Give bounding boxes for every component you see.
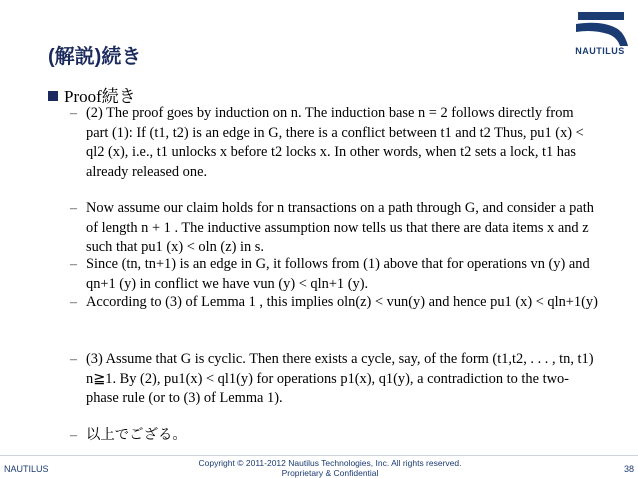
- page-number: 38: [623, 464, 634, 474]
- proof-item-2-induction: [70, 104, 598, 182]
- proof-item-3-cyclic: [70, 350, 598, 409]
- proof-item-text: (2) The proof goes by induction on n. The induction base n = 2 follows directly from part (1): If (t1, t2) is an edge in G, there is a conflict between t1 and t2 Thus, pu1 (x) < ql2 (x), i.e., t1 unlocks x before t2 locks x. In other words, when t2 sets a lock, t1 has already released one.: [86, 105, 584, 180]
- proof-item-text: According to (3) of Lemma 1 , this implies oln(z) < vun(y) and hence pu1 (x) < qln+1(y): [86, 294, 598, 310]
- footer-confidential-text: Proprietary & Confidential: [281, 468, 379, 478]
- proof-item-closing: [70, 426, 598, 446]
- proof-item-assume: [70, 199, 598, 258]
- dash-bullet-icon: –: [70, 428, 77, 443]
- proof-item-text: Now assume our claim holds for n transactions on a path through G, and consider a path of length n + 1 . The inductive assumption now tells us that there are data items x and z such that pu1 (x) < oln (z) in s.: [86, 200, 594, 256]
- square-bullet-icon: [48, 91, 58, 101]
- bullet-proof-text: Proof続き: [64, 87, 136, 106]
- footer-copyright-text: Copyright © 2011-2012 Nautilus Technologies, Inc. All rights reserved.: [198, 458, 462, 468]
- proof-item-since: [70, 255, 598, 294]
- dash-bullet-icon: –: [70, 295, 77, 310]
- slide-title: (解説)続き: [48, 46, 142, 68]
- dash-bullet-icon: –: [70, 106, 77, 121]
- dash-bullet-icon: –: [70, 201, 77, 216]
- dash-bullet-icon: –: [70, 352, 77, 367]
- dash-bullet-icon: –: [70, 257, 77, 272]
- proof-item-lemma: [70, 293, 598, 313]
- proof-item-text: 以上でござる。: [86, 427, 187, 443]
- nautilus-logo-icon: [568, 8, 632, 72]
- footer-brand: NAUTILUS: [4, 464, 49, 474]
- logo-text: NAUTILUS: [575, 46, 625, 56]
- proof-item-text: Since (tn, tn+1) is an edge in G, it follows from (1) above that for operations vn (y) and qn+1 (y) in conflict we have vun (y) < qln+1 (y).: [86, 256, 590, 292]
- footer-divider: [0, 455, 638, 456]
- footer-copyright: [170, 458, 490, 478]
- proof-item-text: (3) Assume that G is cyclic. Then there exists a cycle, say, of the form (t1,t2, . . . , tn, t1) n≧1. By (2), pu1(x) < ql1(y) for operations p1(x), q1(y), a contradiction to the two-phase rule (or to (3) of Lemma 1).: [86, 351, 594, 407]
